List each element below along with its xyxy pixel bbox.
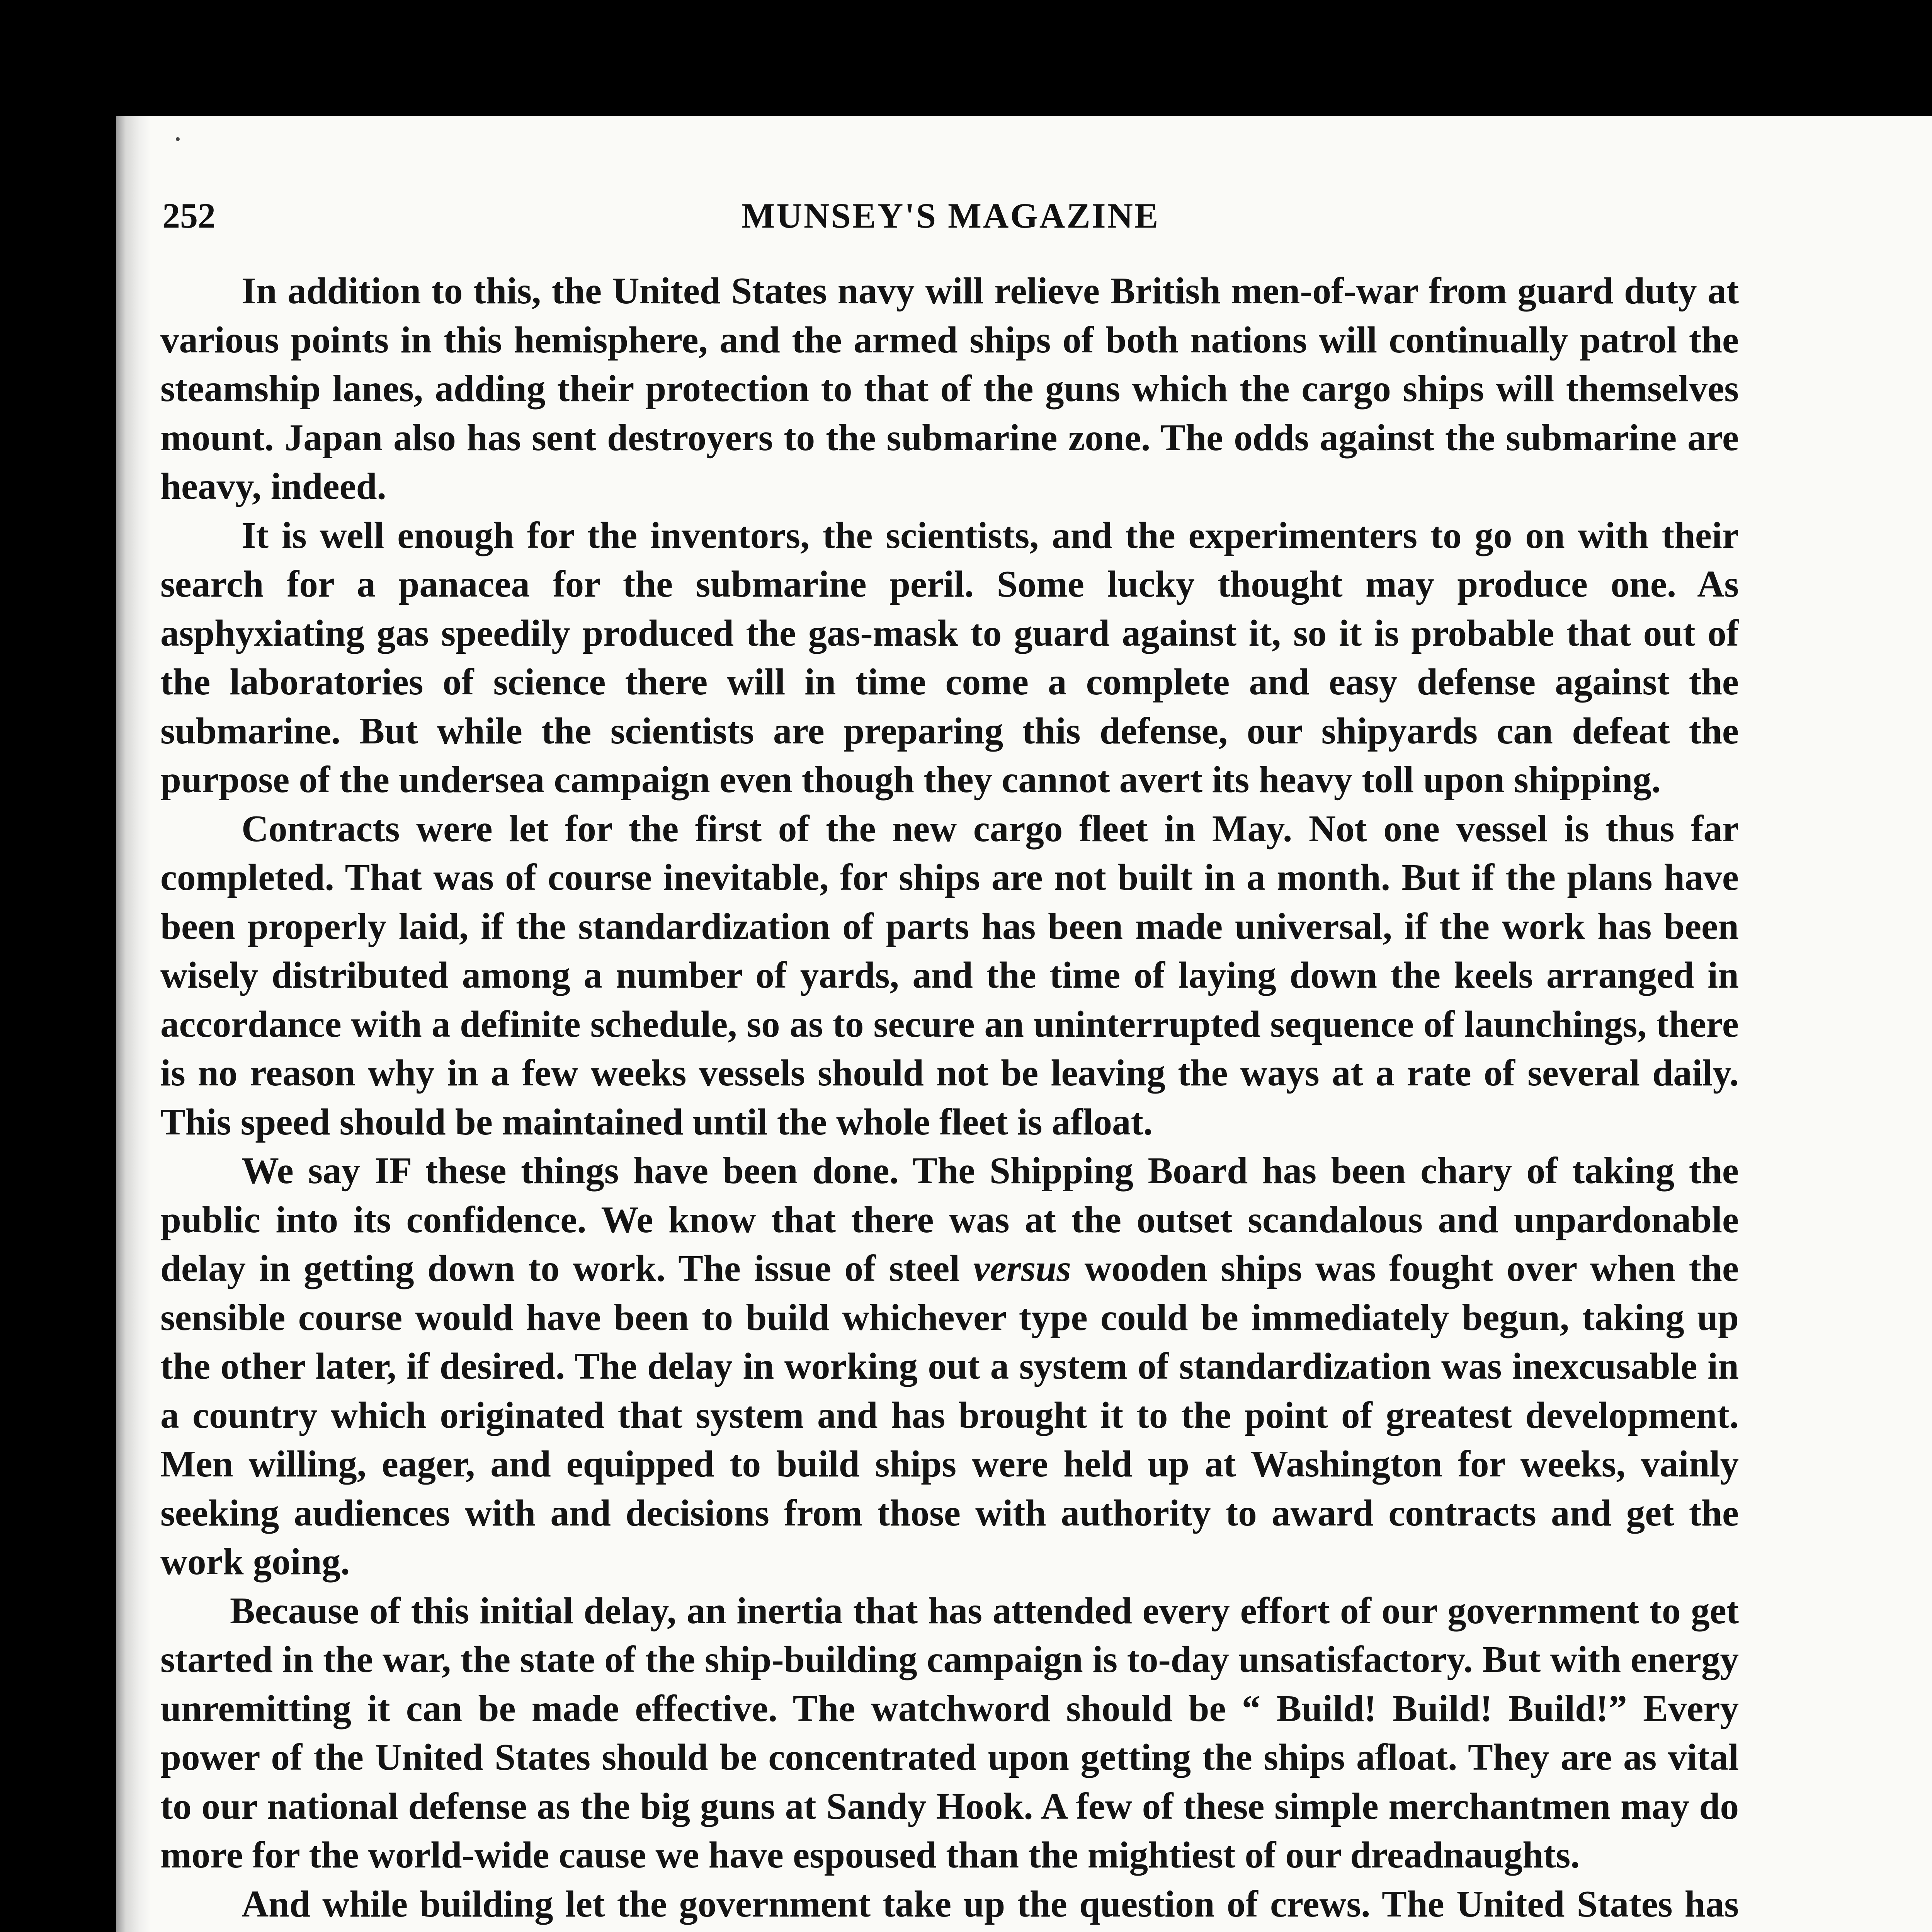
article-body	[160, 267, 1739, 1932]
page-gutter-shadow	[116, 116, 151, 1932]
running-head	[162, 195, 1739, 257]
paragraph-text: We say IF these things have been done. The Shipping Board has been chary of taking the public into its confidence. We know that there was at the outset scandalous and unpardonable delay in getting down to work. The issue of steel	[160, 1150, 1739, 1289]
paragraph-text: wooden ships was fought over when the sensible course would have been to build whichever type could be immediately begun, taking up the other later, if desired. The delay in working out a system of standardization was inexcusable in a country which originated that system and has brought it to the point of greatest development. Men willing, eager, and equipped to build ships were held up at Washington for weeks, vainly seeking audiences with and decisions from those with authority to award contracts and get the work going.	[160, 1248, 1739, 1582]
page-number: 252	[162, 196, 216, 235]
italic-word: versus	[973, 1248, 1071, 1289]
paragraph: It is well enough for the inventors, the scientists, and the experimenters to go on with their search for a panacea for the submarine peril. Some lucky thought may produce one. As asphyxiating gas speedily produced the gas-mask to guard against it, so it is probable that out of the laboratories of science there will in time come a complete and easy defense against the submarine. But while the scientists are preparing this defense, our shipyards can defeat the purpose of the undersea campaign even though they cannot avert its heavy toll upon shipping.	[160, 514, 1739, 800]
paragraph: Contracts were let for the first of the new cargo fleet in May. Not one vessel is thus far completed. That was of course inevitable, for ships are not built in a month. But if the plans have been properly laid, if the standardization of parts has been made universal, if the work has been wisely distributed among a number of yards, and the time of laying down the keels arranged in accordance with a definite schedule, so as to secure an uninterrupted sequence of launchings, there is no reason why in a few weeks vessels should not be leaving the ways at a rate of several daily. This speed should be maintained until the whole fleet is afloat.	[160, 808, 1739, 1143]
paragraph: And while building let the government take up the question of crews. The United States has	[242, 1883, 1739, 1925]
paragraph	[160, 1146, 1739, 1587]
magazine-title: MUNSEY'S MAGAZINE	[741, 196, 1160, 235]
paragraph: In addition to this, the United States navy will relieve British men-of-war from guard duty at various points in this hemisphere, and the armed ships of both nations will continually patrol the steamship lanes, adding their protection to that of the guns which the cargo ships will themselves mount. Japan also has sent destroyers to the submarine zone. The odds against the submarine are heavy, indeed.	[160, 270, 1739, 507]
paragraph: Because of this initial delay, an inertia that has attended every effort of our government to get started in the war, the state of the ship-building campaign is to-day unsatisfactory. But with energy unremitting it can be made effective. The watchword should be “ Build! Build! Build!” Every power of the United States should be concentrated upon getting the ships afloat. They are as vital to our national defense as the big guns at Sandy Hook. A few of these simple merchantmen may do more for the world-wide cause we have espoused than the mightiest of our dreadnaughts.	[160, 1590, 1739, 1876]
scan-speck	[176, 137, 180, 141]
